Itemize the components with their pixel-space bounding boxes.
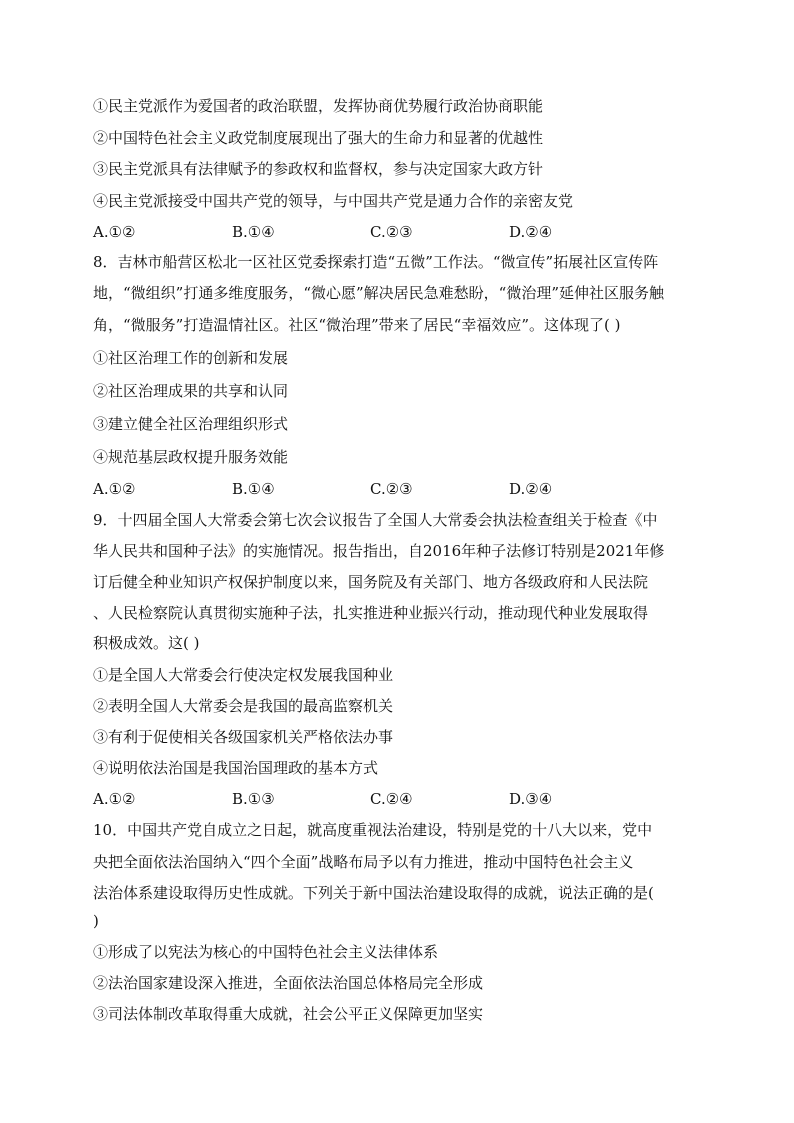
q7-item-3: ③民主党派具有法律赋予的参政权和监督权，参与决定国家大政方针 — [93, 160, 544, 178]
q8-option-d: D.②④ — [509, 480, 553, 498]
q7-option-d: D.②④ — [509, 223, 553, 241]
q9-stem-line-1: 9．十四届全国人大常委会第七次会议报告了全国人大常委会执法检查组关于检查《中 — [93, 511, 658, 529]
q7-item-4: ④民主党派接受中国共产党的领导，与中国共产党是通力合作的亲密友党 — [93, 192, 574, 210]
q8-stem-line-2: 地，“微组织”打通多维度服务，“微心愿”解决居民急难愁盼，“微治理”延伸社区服务触 — [93, 284, 665, 302]
q9-stem-line-5: 积极成效。这( ) — [93, 634, 200, 652]
q10-stem-line-1: 10．中国共产党自成立之日起，就高度重视法治建设，特别是党的十八大以来，党中 — [93, 821, 653, 839]
q10-item-2: ②法治国家建设深入推进，全面依法治国总体格局完全形成 — [93, 974, 484, 992]
q9-option-d: D.③④ — [509, 790, 553, 808]
q7-item-1: ①民主党派作为爱国者的政治联盟，发挥协商优势履行政治协商职能 — [93, 97, 544, 115]
q7-option-c: C.②③ — [370, 223, 413, 241]
q9-stem-line-4: 、人民检察院认真贯彻实施种子法，扎实推进种业振兴行动，推动现代种业发展取得 — [93, 604, 649, 622]
q10-item-3: ③司法体制改革取得重大成就，社会公平正义保障更加坚实 — [93, 1005, 484, 1023]
q9-item-1: ①是全国人大常委会行使决定权发展我国种业 — [93, 666, 394, 684]
q9-stem-line-3: 订后健全种业知识产权保护制度以来，国务院及有关部门、地方各级政府和人民法院 — [93, 573, 649, 591]
q8-options — [93, 477, 705, 501]
q9-option-b: B.①③ — [232, 790, 275, 808]
q8-item-3: ③建立健全社区治理组织形式 — [93, 415, 289, 433]
q10-item-1: ①形成了以宪法为核心的中国特色社会主义法律体系 — [93, 943, 439, 961]
q8-item-4: ④规范基层政权提升服务效能 — [93, 448, 289, 466]
q10-stem-line-4: ) — [93, 912, 99, 930]
q9-option-c: C.②④ — [370, 790, 413, 808]
q8-option-c: C.②③ — [370, 480, 413, 498]
q8-stem-line-3: 角，“微服务”打造温情社区。社区“微治理”带来了居民“幸福效应”。这体现了( ) — [93, 316, 621, 334]
q8-option-a: A.①② — [93, 480, 136, 498]
q8-item-2: ②社区治理成果的共享和认同 — [93, 382, 289, 400]
q7-option-a: A.①② — [93, 223, 136, 241]
q10-stem-line-3: 法治体系建设取得历史性成就。下列关于新中国法治建设取得的成就，说法正确的是( — [93, 884, 654, 902]
q7-option-b: B.①④ — [232, 223, 275, 241]
q7-options — [93, 220, 705, 244]
q8-item-1: ①社区治理工作的创新和发展 — [93, 349, 289, 367]
q7-item-2: ②中国特色社会主义政党制度展现出了强大的生命力和显著的优越性 — [93, 129, 544, 147]
q10-stem-line-2: 央把全面依法治国纳入“四个全面”战略布局予以有力推进，推动中国特色社会主义 — [93, 853, 634, 871]
q8-stem-line-1: 8．吉林市船营区松北一区社区党委探索打造“五微”工作法。“微宣传”拓展社区宣传阵 — [93, 253, 659, 271]
q8-option-b: B.①④ — [232, 480, 275, 498]
q9-options — [93, 787, 705, 811]
q9-item-3: ③有利于促使相关各级国家机关严格依法办事 — [93, 728, 394, 746]
q9-option-a: A.①② — [93, 790, 136, 808]
q9-stem-line-2: 华人民共和国种子法》的实施情况。报告指出，自2016年种子法修订特别是2021年修 — [93, 542, 665, 560]
q9-item-4: ④说明依法治国是我国治国理政的基本方式 — [93, 759, 379, 777]
q9-item-2: ②表明全国人大常委会是我国的最高监察机关 — [93, 697, 394, 715]
